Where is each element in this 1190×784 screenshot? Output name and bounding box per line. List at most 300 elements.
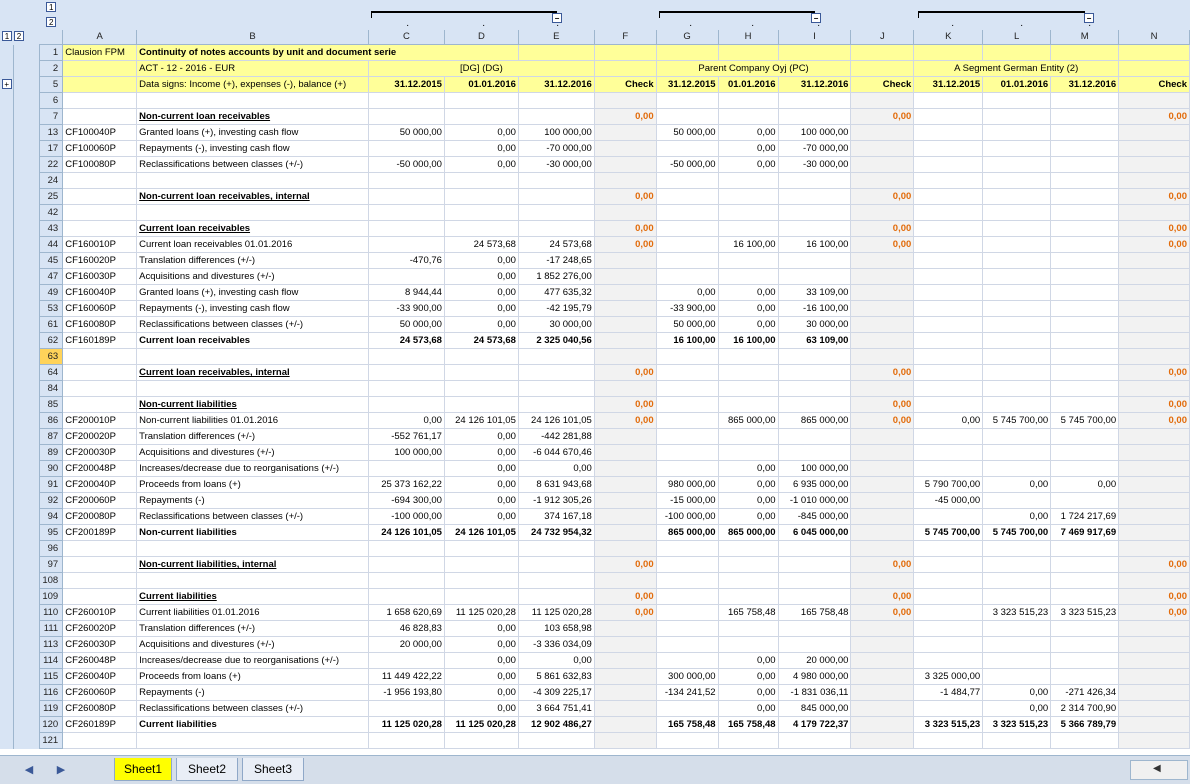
value-cell[interactable] (656, 221, 718, 237)
value-cell[interactable]: 20 000,00 (778, 653, 851, 669)
value-cell[interactable] (656, 653, 718, 669)
account-code-cell[interactable] (63, 365, 137, 381)
description-cell[interactable] (137, 93, 369, 109)
cell[interactable] (63, 61, 137, 77)
value-cell[interactable] (914, 445, 983, 461)
check-cell[interactable] (851, 541, 914, 557)
value-cell[interactable] (1051, 269, 1119, 285)
cell[interactable] (718, 45, 778, 61)
value-cell[interactable]: 0,00 (718, 461, 778, 477)
account-code-cell[interactable]: CF260010P (63, 605, 137, 621)
value-cell[interactable] (1051, 557, 1119, 573)
value-cell[interactable] (656, 573, 718, 589)
value-cell[interactable]: 0,00 (914, 413, 983, 429)
value-cell[interactable]: 5 790 700,00 (914, 477, 983, 493)
cell[interactable] (594, 45, 656, 61)
value-cell[interactable] (778, 621, 851, 637)
value-cell[interactable] (778, 173, 851, 189)
value-cell[interactable]: 0,00 (444, 653, 518, 669)
value-cell[interactable] (914, 589, 983, 605)
row-header[interactable]: 47 (40, 269, 63, 285)
description-cell[interactable]: Translation differences (+/-) (137, 621, 369, 637)
value-cell[interactable] (914, 397, 983, 413)
value-cell[interactable] (983, 221, 1051, 237)
value-cell[interactable] (656, 589, 718, 605)
value-cell[interactable] (1051, 317, 1119, 333)
row-header[interactable]: 91 (40, 477, 63, 493)
account-code-cell[interactable] (63, 93, 137, 109)
value-cell[interactable]: -30 000,00 (778, 157, 851, 173)
value-cell[interactable] (518, 93, 594, 109)
value-cell[interactable] (1051, 93, 1119, 109)
check-cell[interactable]: 0,00 (594, 397, 656, 413)
check-cell[interactable]: 0,00 (851, 413, 914, 429)
value-cell[interactable]: 24 126 101,05 (369, 525, 445, 541)
value-cell[interactable]: 300 000,00 (656, 669, 718, 685)
value-cell[interactable]: 3 323 515,23 (983, 717, 1051, 733)
description-cell[interactable]: Repayments (-) (137, 685, 369, 701)
value-cell[interactable] (778, 221, 851, 237)
value-cell[interactable] (1051, 173, 1119, 189)
value-cell[interactable] (914, 141, 983, 157)
value-cell[interactable]: 477 635,32 (518, 285, 594, 301)
check-cell[interactable]: 0,00 (1119, 221, 1190, 237)
value-cell[interactable] (518, 397, 594, 413)
value-cell[interactable] (914, 541, 983, 557)
value-cell[interactable]: 3 664 751,41 (518, 701, 594, 717)
check-cell[interactable] (1119, 141, 1190, 157)
value-cell[interactable]: 0,00 (656, 285, 718, 301)
value-cell[interactable] (718, 573, 778, 589)
value-cell[interactable] (983, 381, 1051, 397)
value-cell[interactable] (518, 189, 594, 205)
column-header-b[interactable]: B (137, 30, 369, 45)
value-cell[interactable]: -1 484,77 (914, 685, 983, 701)
check-cell[interactable] (851, 349, 914, 365)
row-header[interactable]: 89 (40, 445, 63, 461)
value-cell[interactable]: -1 956 193,80 (369, 685, 445, 701)
row-header[interactable]: 116 (40, 685, 63, 701)
value-cell[interactable] (914, 429, 983, 445)
account-code-cell[interactable] (63, 573, 137, 589)
value-cell[interactable]: 2 325 040,56 (518, 333, 594, 349)
value-cell[interactable] (444, 365, 518, 381)
value-cell[interactable]: 0,00 (369, 413, 445, 429)
description-cell[interactable] (137, 349, 369, 365)
value-cell[interactable]: 0,00 (1051, 477, 1119, 493)
value-cell[interactable] (656, 205, 718, 221)
value-cell[interactable] (656, 733, 718, 749)
next-sheet-button[interactable] (54, 763, 68, 777)
check-cell[interactable]: 0,00 (851, 189, 914, 205)
check-cell[interactable] (594, 461, 656, 477)
account-code-cell[interactable] (63, 397, 137, 413)
value-cell[interactable]: 100 000,00 (518, 125, 594, 141)
check-cell[interactable] (594, 525, 656, 541)
value-cell[interactable] (1051, 253, 1119, 269)
check-cell[interactable] (594, 301, 656, 317)
value-cell[interactable]: 46 828,83 (369, 621, 445, 637)
account-code-cell[interactable] (63, 173, 137, 189)
value-cell[interactable] (518, 109, 594, 125)
value-cell[interactable]: 0,00 (444, 493, 518, 509)
row-header[interactable]: 5 (40, 77, 63, 93)
value-cell[interactable] (1051, 221, 1119, 237)
value-cell[interactable] (369, 349, 445, 365)
value-cell[interactable]: -17 248,65 (518, 253, 594, 269)
check-cell[interactable]: 0,00 (1119, 397, 1190, 413)
row-header[interactable]: 6 (40, 93, 63, 109)
value-cell[interactable]: 50 000,00 (369, 317, 445, 333)
date-header-cell[interactable]: 01.01.2016 (444, 77, 518, 93)
value-cell[interactable] (1051, 589, 1119, 605)
account-code-cell[interactable]: CF200030P (63, 445, 137, 461)
value-cell[interactable]: 0,00 (718, 301, 778, 317)
check-header-cell[interactable]: Check (1119, 77, 1190, 93)
value-cell[interactable]: 11 449 422,22 (369, 669, 445, 685)
check-cell[interactable] (594, 157, 656, 173)
value-cell[interactable]: -70 000,00 (518, 141, 594, 157)
account-code-cell[interactable] (63, 205, 137, 221)
value-cell[interactable]: 0,00 (444, 141, 518, 157)
group-header-parent-company[interactable]: Parent Company Oyj (PC) (656, 61, 851, 77)
check-cell[interactable]: 0,00 (1119, 109, 1190, 125)
value-cell[interactable] (983, 573, 1051, 589)
value-cell[interactable]: -470,76 (369, 253, 445, 269)
row-header[interactable]: 22 (40, 157, 63, 173)
column-header-k[interactable]: K (914, 30, 983, 45)
account-code-cell[interactable]: CF260020P (63, 621, 137, 637)
value-cell[interactable]: 0,00 (983, 509, 1051, 525)
value-cell[interactable]: -16 100,00 (778, 301, 851, 317)
check-cell[interactable] (594, 701, 656, 717)
check-cell[interactable] (851, 653, 914, 669)
value-cell[interactable]: 3 323 515,23 (1051, 605, 1119, 621)
value-cell[interactable]: 24 573,68 (369, 333, 445, 349)
value-cell[interactable]: 0,00 (718, 669, 778, 685)
value-cell[interactable]: 0,00 (718, 477, 778, 493)
description-cell[interactable]: Increases/decrease due to reorganisations (+/-) (137, 653, 369, 669)
value-cell[interactable] (778, 397, 851, 413)
value-cell[interactable] (1051, 637, 1119, 653)
check-cell[interactable] (594, 445, 656, 461)
value-cell[interactable] (983, 445, 1051, 461)
date-header-cell[interactable]: 31.12.2015 (656, 77, 718, 93)
row-header[interactable]: 86 (40, 413, 63, 429)
check-cell[interactable] (594, 685, 656, 701)
check-cell[interactable] (851, 269, 914, 285)
value-cell[interactable] (1051, 157, 1119, 173)
account-code-cell[interactable]: CF200040P (63, 477, 137, 493)
description-cell[interactable]: Reclassifications between classes (+/-) (137, 317, 369, 333)
description-cell[interactable]: Proceeds from loans (+) (137, 477, 369, 493)
check-cell[interactable]: 0,00 (594, 413, 656, 429)
value-cell[interactable] (656, 701, 718, 717)
value-cell[interactable] (983, 333, 1051, 349)
cell[interactable] (444, 45, 518, 61)
cell[interactable] (983, 45, 1051, 61)
value-cell[interactable] (1051, 365, 1119, 381)
check-cell[interactable] (851, 669, 914, 685)
section-heading-cell[interactable]: Non-current loan receivables, internal (137, 189, 369, 205)
value-cell[interactable] (983, 541, 1051, 557)
value-cell[interactable] (1051, 141, 1119, 157)
value-cell[interactable] (518, 589, 594, 605)
value-cell[interactable] (718, 557, 778, 573)
description-cell[interactable] (137, 205, 369, 221)
check-cell[interactable] (1119, 253, 1190, 269)
check-cell[interactable] (594, 141, 656, 157)
check-cell[interactable] (851, 157, 914, 173)
value-cell[interactable] (778, 365, 851, 381)
column-header-a[interactable]: A (63, 30, 137, 45)
value-cell[interactable]: 0,00 (718, 141, 778, 157)
row-header[interactable]: 95 (40, 525, 63, 541)
check-cell[interactable]: 0,00 (1119, 413, 1190, 429)
value-cell[interactable] (1051, 381, 1119, 397)
check-cell[interactable] (1119, 685, 1190, 701)
value-cell[interactable]: 24 126 101,05 (444, 413, 518, 429)
description-cell[interactable]: Acquisitions and divestures (+/-) (137, 637, 369, 653)
cell-a1[interactable]: Clausion FPM (63, 45, 137, 61)
value-cell[interactable] (1051, 189, 1119, 205)
value-cell[interactable] (983, 269, 1051, 285)
check-cell[interactable]: 0,00 (594, 589, 656, 605)
section-heading-cell[interactable]: Current liabilities (137, 589, 369, 605)
check-cell[interactable] (594, 333, 656, 349)
value-cell[interactable]: 0,00 (518, 461, 594, 477)
value-cell[interactable]: 0,00 (983, 477, 1051, 493)
value-cell[interactable]: 3 325 000,00 (914, 669, 983, 685)
value-cell[interactable]: -1 831 036,11 (778, 685, 851, 701)
check-cell[interactable] (851, 429, 914, 445)
check-cell[interactable] (1119, 669, 1190, 685)
check-cell[interactable] (851, 381, 914, 397)
check-cell[interactable] (1119, 173, 1190, 189)
value-cell[interactable]: 165 758,48 (656, 717, 718, 733)
check-cell[interactable]: 0,00 (1119, 189, 1190, 205)
check-cell[interactable] (851, 701, 914, 717)
tab-sheet1[interactable] (114, 758, 172, 781)
column-header-i[interactable]: I (778, 30, 851, 45)
row-header[interactable]: 119 (40, 701, 63, 717)
value-cell[interactable] (518, 349, 594, 365)
value-cell[interactable] (914, 701, 983, 717)
value-cell[interactable] (1051, 237, 1119, 253)
value-cell[interactable]: 2 314 700,90 (1051, 701, 1119, 717)
value-cell[interactable] (983, 461, 1051, 477)
account-code-cell[interactable] (63, 541, 137, 557)
account-code-cell[interactable]: CF160030P (63, 269, 137, 285)
value-cell[interactable] (914, 317, 983, 333)
column-header-m[interactable]: M (1051, 30, 1119, 45)
description-cell[interactable] (137, 173, 369, 189)
account-code-cell[interactable]: CF160010P (63, 237, 137, 253)
section-heading-cell[interactable]: Current loan receivables (137, 221, 369, 237)
check-cell[interactable]: 0,00 (851, 365, 914, 381)
description-cell[interactable]: Repayments (-) (137, 493, 369, 509)
value-cell[interactable] (983, 173, 1051, 189)
check-cell[interactable] (851, 477, 914, 493)
account-code-cell[interactable]: CF260060P (63, 685, 137, 701)
row-header[interactable]: 114 (40, 653, 63, 669)
row-header[interactable]: 63 (40, 349, 63, 365)
value-cell[interactable] (1051, 493, 1119, 509)
row-header[interactable]: 43 (40, 221, 63, 237)
value-cell[interactable]: 5 366 789,79 (1051, 717, 1119, 733)
value-cell[interactable]: 100 000,00 (369, 445, 445, 461)
value-cell[interactable] (518, 573, 594, 589)
prev-sheet-button[interactable] (22, 763, 36, 777)
cell[interactable] (594, 61, 656, 77)
value-cell[interactable] (914, 333, 983, 349)
value-cell[interactable]: 25 373 162,22 (369, 477, 445, 493)
value-cell[interactable] (656, 237, 718, 253)
check-cell[interactable] (1119, 125, 1190, 141)
column-header-n[interactable]: N (1119, 30, 1190, 45)
account-code-cell[interactable] (63, 349, 137, 365)
value-cell[interactable] (656, 605, 718, 621)
check-cell[interactable] (1119, 157, 1190, 173)
value-cell[interactable]: 24 732 954,32 (518, 525, 594, 541)
description-cell[interactable]: Current liabilities 01.01.2016 (137, 605, 369, 621)
check-cell[interactable] (851, 717, 914, 733)
check-cell[interactable]: 0,00 (851, 557, 914, 573)
value-cell[interactable] (369, 381, 445, 397)
row-header[interactable]: 108 (40, 573, 63, 589)
check-cell[interactable] (851, 461, 914, 477)
value-cell[interactable] (914, 109, 983, 125)
check-cell[interactable]: 0,00 (594, 557, 656, 573)
value-cell[interactable]: 24 573,68 (444, 237, 518, 253)
description-cell[interactable] (137, 541, 369, 557)
value-cell[interactable]: 0,00 (444, 669, 518, 685)
value-cell[interactable]: 165 758,48 (778, 605, 851, 621)
check-cell[interactable] (1119, 493, 1190, 509)
value-cell[interactable]: 5 745 700,00 (983, 525, 1051, 541)
value-cell[interactable] (983, 285, 1051, 301)
account-code-cell[interactable]: CF200048P (63, 461, 137, 477)
check-cell[interactable] (851, 141, 914, 157)
value-cell[interactable]: 6 935 000,00 (778, 477, 851, 493)
check-cell[interactable] (851, 493, 914, 509)
value-cell[interactable]: 374 167,18 (518, 509, 594, 525)
cell[interactable] (656, 45, 718, 61)
check-cell[interactable] (1119, 445, 1190, 461)
description-cell[interactable]: Granted loans (+), investing cash flow (137, 125, 369, 141)
section-heading-cell[interactable]: Non-current liabilities, internal (137, 557, 369, 573)
value-cell[interactable] (983, 589, 1051, 605)
value-cell[interactable] (914, 637, 983, 653)
value-cell[interactable] (718, 381, 778, 397)
value-cell[interactable] (983, 637, 1051, 653)
value-cell[interactable] (983, 397, 1051, 413)
value-cell[interactable]: 20 000,00 (369, 637, 445, 653)
value-cell[interactable]: 0,00 (444, 125, 518, 141)
description-cell[interactable]: Translation differences (+/-) (137, 253, 369, 269)
cell[interactable] (1119, 45, 1190, 61)
column-header-j[interactable]: J (851, 30, 914, 45)
check-cell[interactable] (594, 573, 656, 589)
value-cell[interactable] (656, 189, 718, 205)
value-cell[interactable]: 50 000,00 (369, 125, 445, 141)
account-code-cell[interactable]: CF100040P (63, 125, 137, 141)
check-cell[interactable] (1119, 653, 1190, 669)
value-cell[interactable] (369, 589, 445, 605)
value-cell[interactable]: 1 658 620,69 (369, 605, 445, 621)
value-cell[interactable] (369, 221, 445, 237)
description-cell[interactable]: Reclassifications between classes (+/-) (137, 157, 369, 173)
check-cell[interactable] (594, 317, 656, 333)
value-cell[interactable] (656, 413, 718, 429)
check-cell[interactable]: 0,00 (594, 237, 656, 253)
value-cell[interactable] (914, 253, 983, 269)
value-cell[interactable]: 0,00 (718, 701, 778, 717)
value-cell[interactable] (1051, 461, 1119, 477)
account-code-cell[interactable]: CF160080P (63, 317, 137, 333)
cell[interactable] (518, 45, 594, 61)
check-cell[interactable]: 0,00 (594, 189, 656, 205)
value-cell[interactable] (778, 557, 851, 573)
value-cell[interactable]: 0,00 (718, 285, 778, 301)
expand-rows-button[interactable] (0, 77, 14, 93)
account-code-cell[interactable] (63, 733, 137, 749)
value-cell[interactable] (778, 93, 851, 109)
value-cell[interactable] (778, 349, 851, 365)
value-cell[interactable]: -271 426,34 (1051, 685, 1119, 701)
value-cell[interactable]: 865 000,00 (718, 413, 778, 429)
value-cell[interactable] (914, 461, 983, 477)
group-header-dg[interactable]: [DG] (DG) (369, 61, 595, 77)
value-cell[interactable]: -100 000,00 (656, 509, 718, 525)
check-cell[interactable]: 0,00 (594, 221, 656, 237)
cell[interactable] (63, 77, 137, 93)
check-header-cell[interactable]: Check (851, 77, 914, 93)
value-cell[interactable]: 980 000,00 (656, 477, 718, 493)
value-cell[interactable] (983, 733, 1051, 749)
check-cell[interactable] (594, 125, 656, 141)
value-cell[interactable] (718, 397, 778, 413)
value-cell[interactable] (983, 141, 1051, 157)
value-cell[interactable]: 0,00 (444, 429, 518, 445)
value-cell[interactable] (444, 381, 518, 397)
value-cell[interactable] (718, 253, 778, 269)
value-cell[interactable] (656, 445, 718, 461)
report-parameters-cell[interactable]: ACT - 12 - 2016 - EUR (137, 61, 369, 77)
row-header[interactable]: 110 (40, 605, 63, 621)
row-header[interactable]: 109 (40, 589, 63, 605)
row-header[interactable]: 120 (40, 717, 63, 733)
check-cell[interactable] (851, 125, 914, 141)
value-cell[interactable] (656, 173, 718, 189)
check-cell[interactable] (594, 541, 656, 557)
value-cell[interactable]: 0,00 (518, 653, 594, 669)
account-code-cell[interactable] (63, 557, 137, 573)
check-cell[interactable] (851, 285, 914, 301)
value-cell[interactable] (444, 573, 518, 589)
value-cell[interactable]: -442 281,88 (518, 429, 594, 445)
value-cell[interactable] (718, 429, 778, 445)
value-cell[interactable] (444, 109, 518, 125)
value-cell[interactable]: -15 000,00 (656, 493, 718, 509)
account-code-cell[interactable]: CF200020P (63, 429, 137, 445)
value-cell[interactable]: 865 000,00 (718, 525, 778, 541)
value-cell[interactable] (1051, 445, 1119, 461)
account-code-cell[interactable]: CF200010P (63, 413, 137, 429)
check-cell[interactable] (594, 285, 656, 301)
check-cell[interactable] (594, 205, 656, 221)
value-cell[interactable] (1051, 653, 1119, 669)
